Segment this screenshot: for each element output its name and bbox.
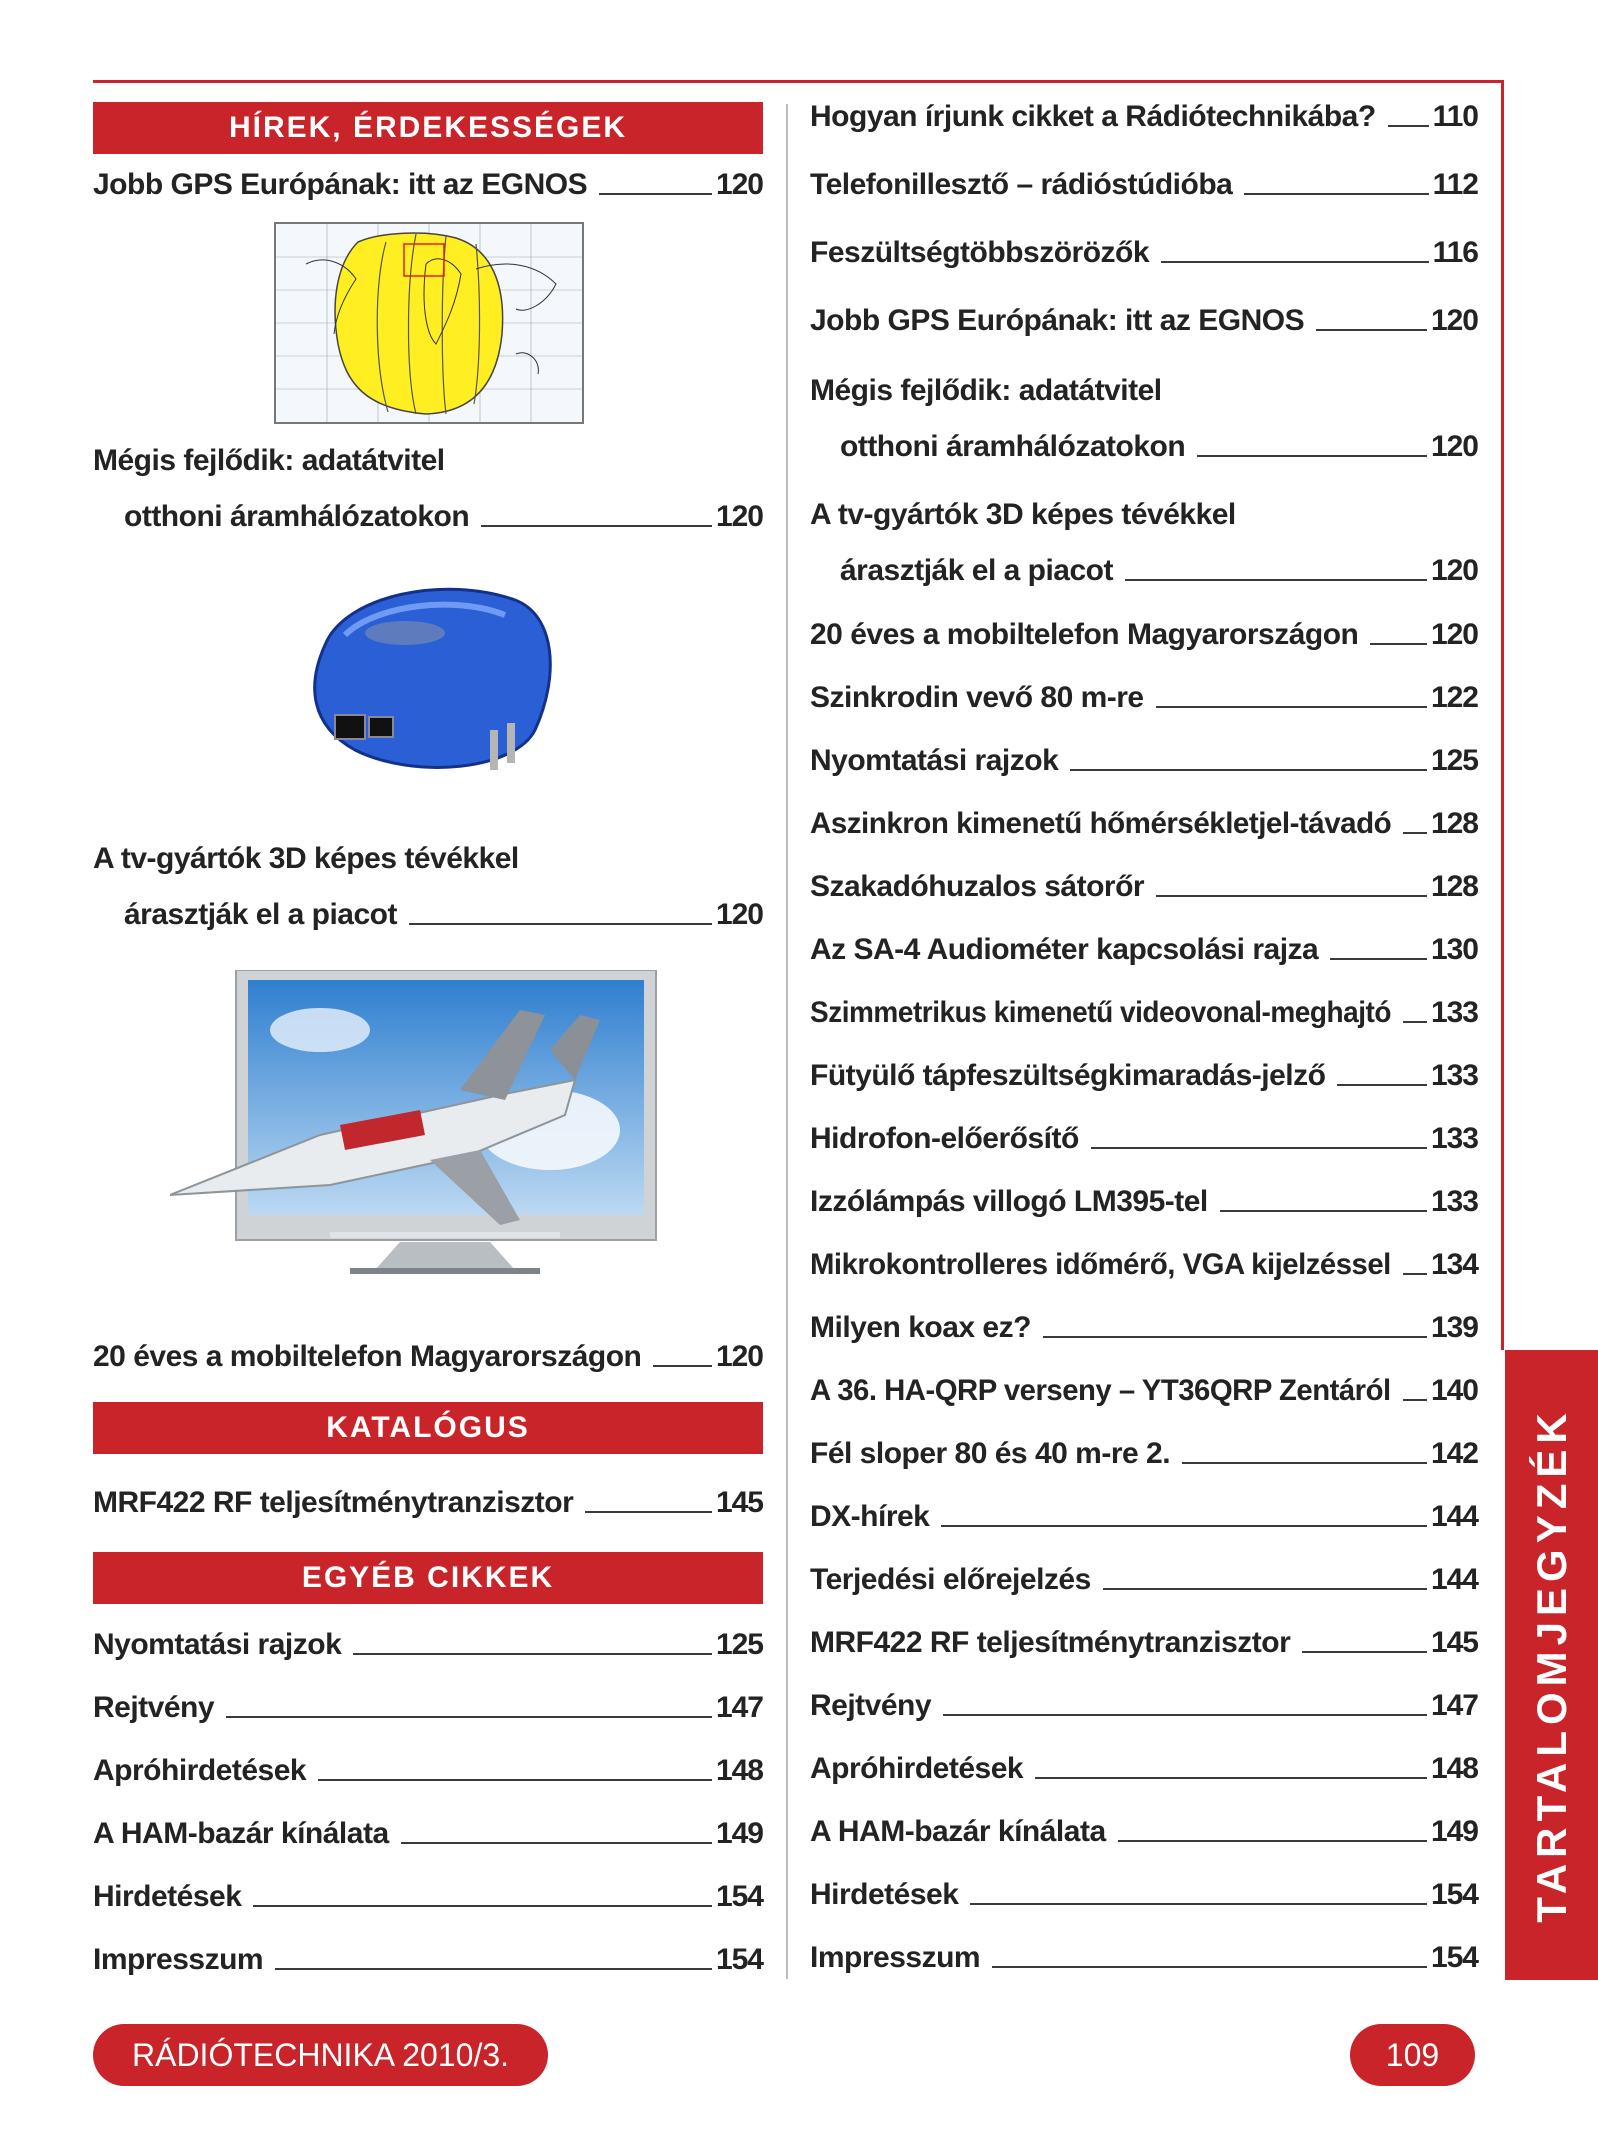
right-rule: [1501, 80, 1504, 1350]
entry-title: 20 éves a mobiltelefon Magyarországon: [810, 618, 1359, 651]
leader-line: [253, 1905, 712, 1907]
toc-entry-right-20[interactable]: [810, 1500, 1478, 1534]
toc-entry-right-9[interactable]: [810, 807, 1478, 841]
entry-title: MRF422 RF teljesítménytranzisztor: [810, 1626, 1291, 1659]
entry-page: 149: [715, 1817, 763, 1850]
entry-title: Jobb GPS Európának: itt az EGNOS: [93, 168, 588, 201]
entry-title: Szinkrodin vevő 80 m-re: [810, 681, 1144, 714]
toc-entry-right-0[interactable]: [810, 100, 1478, 134]
entry-page: 154: [715, 1880, 763, 1913]
entry-page: 120: [715, 168, 763, 201]
entry-title: Aszinkron kimenetű hőmérsékletjel-távadó: [810, 807, 1392, 840]
leader-line: [1156, 706, 1427, 708]
leader-line: [1403, 1399, 1427, 1401]
leader-line: [1302, 1651, 1427, 1653]
entry-title: A 36. HA-QRP verseny – YT36QRP Zentáról: [810, 1374, 1391, 1407]
leader-line: [1091, 1147, 1427, 1149]
toc-entry-right-11[interactable]: [810, 933, 1478, 967]
toc-entry-right-5[interactable]: [840, 554, 1478, 588]
leader-line: [1403, 832, 1427, 834]
top-rule: [93, 80, 1504, 83]
entry-page: 134: [1430, 1248, 1478, 1281]
entry-page: 133: [1430, 996, 1478, 1029]
entry-title: Milyen koax ez?: [810, 1311, 1031, 1344]
leader-line: [653, 1365, 712, 1367]
toc-entry-right-4[interactable]: [840, 430, 1478, 464]
leader-line: [1156, 895, 1427, 897]
entry-page: 144: [1430, 1500, 1478, 1533]
footer-page-number: 109: [1350, 2024, 1475, 2086]
entry-title: Hidrofon-előerősítő: [810, 1122, 1079, 1155]
leader-line: [970, 1903, 1427, 1905]
toc-entry-left-other-1[interactable]: [93, 1691, 763, 1725]
entry-page: 142: [1430, 1437, 1478, 1470]
side-tab: [1505, 1350, 1598, 1980]
leader-line: [318, 1779, 712, 1781]
toc-entry-right-6[interactable]: [810, 618, 1478, 652]
entry-title: Szakadóhuzalos sátorőr: [810, 870, 1145, 903]
leader-line: [353, 1653, 712, 1655]
toc-entry-left-other-0[interactable]: [93, 1628, 763, 1662]
leader-line: [401, 1842, 712, 1844]
entry-title: otthoni áramhálózatokon: [124, 500, 470, 533]
entry-title: Nyomtatási rajzok: [93, 1628, 342, 1661]
entry-title: Rejtvény: [93, 1691, 215, 1724]
toc-entry-right-14[interactable]: [810, 1122, 1478, 1156]
entry-title: árasztják el a piacot: [124, 898, 397, 931]
toc-entry-right-17[interactable]: [810, 1311, 1478, 1345]
toc-entry-left-plc-line1: Mégis fejlődik: adatátvitel: [93, 444, 445, 477]
toc-entry-left-other-5[interactable]: [93, 1943, 763, 1977]
leader-line: [1103, 1588, 1427, 1590]
leader-line: [1403, 1273, 1427, 1275]
toc-entry-left-mobile[interactable]: [93, 1340, 763, 1374]
entry-page: 116: [1432, 236, 1478, 269]
toc-entry-right-8[interactable]: [810, 744, 1478, 778]
entry-page: 148: [1430, 1752, 1478, 1785]
toc-entry-left-egnos[interactable]: [93, 168, 763, 202]
leader-line: [992, 1966, 1427, 1968]
entry-page: 130: [1430, 933, 1478, 966]
column-divider: [786, 104, 788, 1979]
leader-line: [585, 1511, 712, 1513]
entry-page: 154: [715, 1943, 763, 1976]
toc-entry-right-13[interactable]: [810, 1059, 1478, 1093]
leader-line: [943, 1714, 1427, 1716]
powerline-adapter-image: [285, 565, 575, 795]
toc-entry-right-19[interactable]: [810, 1437, 1478, 1471]
leader-line: [1118, 1840, 1427, 1842]
entry-title: Apróhirdetések: [93, 1754, 307, 1787]
entry-title: MRF422 RF teljesítménytranzisztor: [93, 1486, 574, 1519]
entry-title: Hirdetések: [93, 1880, 242, 1913]
entry-page: 133: [1430, 1122, 1478, 1155]
entry-title: Apróhirdetések: [810, 1752, 1024, 1785]
entry-title: Izzólámpás villogó LM395-tel: [810, 1185, 1208, 1218]
entry-page: 145: [1430, 1626, 1478, 1659]
toc-entry-right-12[interactable]: [810, 996, 1478, 1030]
leader-line: [941, 1525, 1427, 1527]
toc-entry-right-7[interactable]: [810, 681, 1478, 715]
entry-page: 147: [715, 1691, 763, 1724]
toc-entry-right-24[interactable]: [810, 1752, 1478, 1786]
entry-page: 154: [1430, 1878, 1478, 1911]
entry-title: otthoni áramhálózatokon: [840, 430, 1186, 463]
toc-entry-right-27[interactable]: [810, 1941, 1478, 1975]
entry-page: 128: [1430, 807, 1478, 840]
toc-entry-left-other-2[interactable]: [93, 1754, 763, 1788]
entry-page: 120: [1430, 618, 1478, 651]
entry-page: 148: [715, 1754, 763, 1787]
entry-title: A HAM-bazár kínálata: [93, 1817, 389, 1850]
footer-publication: RÁDIÓTECHNIKA 2010/3.: [93, 2024, 548, 2086]
entry-title: Szimmetrikus kimenetű videovonal-meghajtó: [810, 996, 1391, 1029]
entry-page: 120: [715, 898, 763, 931]
entry-page: 133: [1430, 1185, 1478, 1218]
entry-title: Telefonillesztő – rádióstúdióba: [810, 168, 1233, 201]
toc-entry-right-22[interactable]: [810, 1626, 1478, 1660]
leader-line: [1070, 769, 1427, 771]
entry-title: Feszültségtöbbszörözők: [810, 236, 1150, 269]
leader-line: [1043, 1336, 1427, 1338]
entry-title: Mikrokontrolleres időmérő, VGA kijelzéssel: [810, 1248, 1391, 1281]
leader-line: [1316, 329, 1427, 331]
toc-entry-left-3dtv[interactable]: [124, 898, 763, 932]
entry-title: Hogyan írjunk cikket a Rádiótechnikába?: [810, 100, 1376, 133]
toc-entry-right-25[interactable]: [810, 1815, 1478, 1849]
leader-line: [1035, 1777, 1427, 1779]
entry-title: A HAM-bazár kínálata: [810, 1815, 1106, 1848]
entry-page: 125: [1430, 744, 1478, 777]
leader-line: [1330, 958, 1427, 960]
section-news-header: HÍREK, ÉRDEKESSÉGEK: [93, 102, 763, 154]
leader-line: [1125, 579, 1427, 581]
entry-title: Impresszum: [93, 1943, 264, 1976]
leader-line: [1220, 1210, 1427, 1212]
entry-title: Impresszum: [810, 1941, 981, 1974]
entry-page: 149: [1430, 1815, 1478, 1848]
leader-line: [1182, 1462, 1427, 1464]
leader-line: [409, 923, 712, 925]
section-catalog-header: KATALÓGUS: [93, 1402, 763, 1454]
entry-page: 120: [1430, 554, 1478, 587]
map-graphic: [276, 224, 582, 422]
toc-entry-right-5-line1: A tv-gyártók 3D képes tévékkel: [810, 498, 1236, 531]
entry-title: Rejtvény: [810, 1689, 932, 1722]
entry-page: 120: [1430, 430, 1478, 463]
toc-entry-left-other-4[interactable]: [93, 1880, 763, 1914]
entry-page: 140: [1430, 1374, 1478, 1407]
side-tab-label: TARTALOMJEGYZÉK: [1527, 1407, 1575, 1923]
leader-line: [1244, 193, 1428, 195]
entry-page: 110: [1432, 100, 1478, 133]
entry-page: 120: [715, 500, 763, 533]
entry-page: 128: [1430, 870, 1478, 903]
entry-page: 112: [1432, 168, 1478, 201]
toc-entry-right-10[interactable]: [810, 870, 1478, 904]
toc-entry-right-23[interactable]: [810, 1689, 1478, 1723]
entry-page: 154: [1430, 1941, 1478, 1974]
entry-title: árasztják el a piacot: [840, 554, 1113, 587]
leader-line: [1197, 455, 1427, 457]
entry-title: Az SA-4 Audiométer kapcsolási rajza: [810, 933, 1319, 966]
entry-title: Terjedési előrejelzés: [810, 1563, 1091, 1596]
entry-title: 20 éves a mobiltelefon Magyarországon: [93, 1340, 642, 1373]
entry-page: 120: [715, 1340, 763, 1373]
entry-title: Hirdetések: [810, 1878, 959, 1911]
entry-page: 120: [1430, 304, 1478, 337]
leader-line: [1370, 643, 1427, 645]
toc-entry-right-18[interactable]: [810, 1374, 1478, 1408]
toc-entry-right-26[interactable]: [810, 1878, 1478, 1912]
toc-entry-right-21[interactable]: [810, 1563, 1478, 1597]
toc-entry-right-3[interactable]: [810, 304, 1478, 338]
toc-entry-right-2[interactable]: [810, 236, 1478, 270]
leader-line: [599, 193, 712, 195]
leader-line: [1388, 125, 1429, 127]
3d-tv-image: [170, 970, 690, 1280]
entry-page: 144: [1430, 1563, 1478, 1596]
leader-line: [1337, 1084, 1426, 1086]
toc-entry-left-plc[interactable]: [124, 500, 763, 534]
leader-line: [1403, 1021, 1427, 1023]
entry-title: Jobb GPS Európának: itt az EGNOS: [810, 304, 1305, 337]
entry-title: Nyomtatási rajzok: [810, 744, 1059, 777]
section-other-header: EGYÉB CIKKEK: [93, 1552, 763, 1604]
egnos-coverage-map: [274, 222, 584, 424]
leader-line: [1161, 261, 1429, 263]
entry-page: 147: [1430, 1689, 1478, 1722]
toc-entry-left-other-3[interactable]: [93, 1817, 763, 1851]
entry-page: 122: [1430, 681, 1478, 714]
entry-page: 145: [715, 1486, 763, 1519]
entry-page: 133: [1430, 1059, 1478, 1092]
toc-entry-left-mrf422[interactable]: [93, 1486, 763, 1520]
leader-line: [481, 525, 712, 527]
entry-title: Fél sloper 80 és 40 m-re 2.: [810, 1437, 1171, 1470]
leader-line: [226, 1716, 712, 1718]
entry-title: Fütyülő tápfeszültségkimaradás-jelző: [810, 1059, 1326, 1092]
entry-page: 125: [715, 1628, 763, 1661]
toc-entry-right-16[interactable]: [810, 1248, 1478, 1282]
toc-entry-left-3dtv-line1: A tv-gyártók 3D képes tévékkel: [93, 842, 519, 875]
toc-entry-right-1[interactable]: [810, 168, 1478, 202]
leader-line: [275, 1968, 712, 1970]
toc-entry-right-15[interactable]: [810, 1185, 1478, 1219]
entry-page: 139: [1430, 1311, 1478, 1344]
toc-entry-right-4-line1: Mégis fejlődik: adatátvitel: [810, 374, 1162, 407]
entry-title: DX-hírek: [810, 1500, 930, 1533]
